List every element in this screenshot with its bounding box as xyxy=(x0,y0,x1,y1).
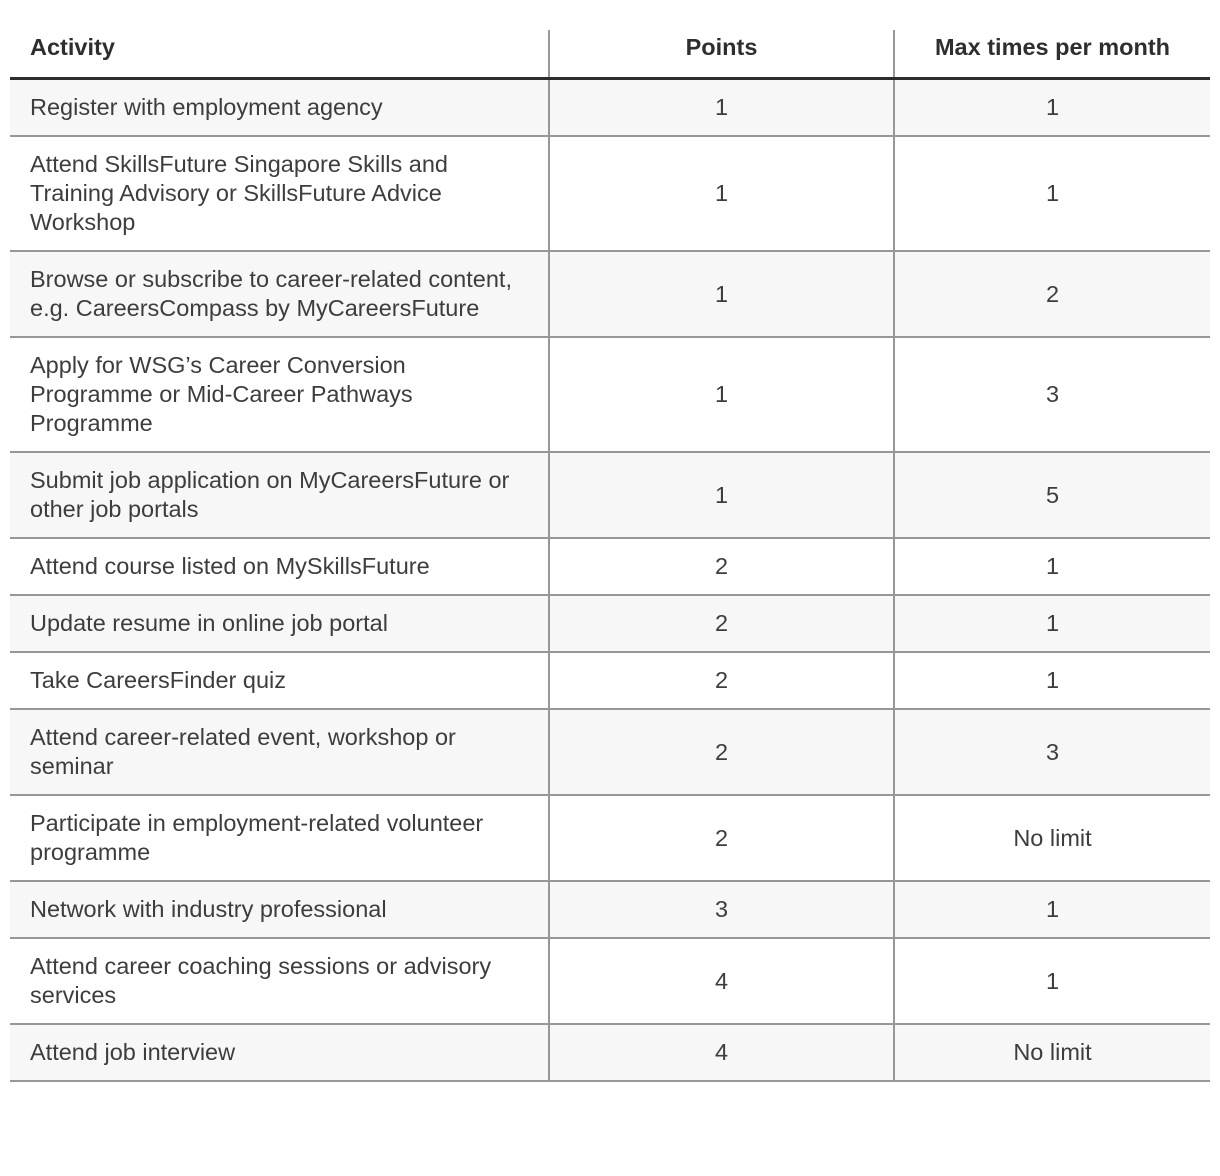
table-row xyxy=(10,709,1210,795)
max-times-cell: No limit xyxy=(894,1024,1210,1081)
max-times-cell: No limit xyxy=(894,795,1210,881)
activity-cell: Attend SkillsFuture Singapore Skills and Training Advisory or SkillsFuture Advice Workshop xyxy=(10,136,549,251)
max-times-cell: 1 xyxy=(894,79,1210,137)
max-times-cell: 1 xyxy=(894,938,1210,1024)
table-body xyxy=(10,79,1210,1082)
points-cell: 2 xyxy=(549,795,894,881)
table-row xyxy=(10,795,1210,881)
max-times-cell: 1 xyxy=(894,881,1210,938)
max-times-cell: 3 xyxy=(894,337,1210,452)
table-header xyxy=(10,30,1210,79)
table-row xyxy=(10,1024,1210,1081)
points-cell: 1 xyxy=(549,79,894,137)
activity-cell: Attend course listed on MySkillsFuture xyxy=(10,538,549,595)
activity-cell: Browse or subscribe to career-related content, e.g. CareersCompass by MyCareersFuture xyxy=(10,251,549,337)
max-times-cell: 2 xyxy=(894,251,1210,337)
points-cell: 4 xyxy=(549,1024,894,1081)
table-row xyxy=(10,538,1210,595)
points-cell: 2 xyxy=(549,652,894,709)
max-times-cell: 1 xyxy=(894,595,1210,652)
activity-cell: Apply for WSG’s Career Conversion Programme or Mid-Career Pathways Programme xyxy=(10,337,549,452)
activity-cell: Participate in employment-related volunteer programme xyxy=(10,795,549,881)
table-row xyxy=(10,251,1210,337)
column-header-max-times: Max times per month xyxy=(894,30,1210,79)
points-cell: 4 xyxy=(549,938,894,1024)
table-row xyxy=(10,79,1210,137)
points-cell: 2 xyxy=(549,709,894,795)
activity-cell: Take CareersFinder quiz xyxy=(10,652,549,709)
column-header-points: Points xyxy=(549,30,894,79)
points-cell: 2 xyxy=(549,595,894,652)
table-row xyxy=(10,881,1210,938)
column-header-activity: Activity xyxy=(10,30,549,79)
activity-cell: Submit job application on MyCareersFuture or other job portals xyxy=(10,452,549,538)
table-row xyxy=(10,595,1210,652)
points-cell: 2 xyxy=(549,538,894,595)
table-row xyxy=(10,136,1210,251)
max-times-cell: 1 xyxy=(894,538,1210,595)
max-times-cell: 3 xyxy=(894,709,1210,795)
max-times-cell: 1 xyxy=(894,136,1210,251)
points-cell: 3 xyxy=(549,881,894,938)
max-times-cell: 1 xyxy=(894,652,1210,709)
activity-cell: Register with employment agency xyxy=(10,79,549,137)
table-row xyxy=(10,452,1210,538)
activity-cell: Network with industry professional xyxy=(10,881,549,938)
points-cell: 1 xyxy=(549,452,894,538)
activity-cell: Attend job interview xyxy=(10,1024,549,1081)
max-times-cell: 5 xyxy=(894,452,1210,538)
table-row xyxy=(10,337,1210,452)
activity-points-table xyxy=(10,30,1210,1082)
points-cell: 1 xyxy=(549,136,894,251)
activity-cell: Attend career-related event, workshop or seminar xyxy=(10,709,549,795)
activity-cell: Attend career coaching sessions or advisory services xyxy=(10,938,549,1024)
activity-cell: Update resume in online job portal xyxy=(10,595,549,652)
table-row xyxy=(10,938,1210,1024)
points-cell: 1 xyxy=(549,251,894,337)
table-row xyxy=(10,652,1210,709)
header-row xyxy=(10,30,1210,79)
points-cell: 1 xyxy=(549,337,894,452)
